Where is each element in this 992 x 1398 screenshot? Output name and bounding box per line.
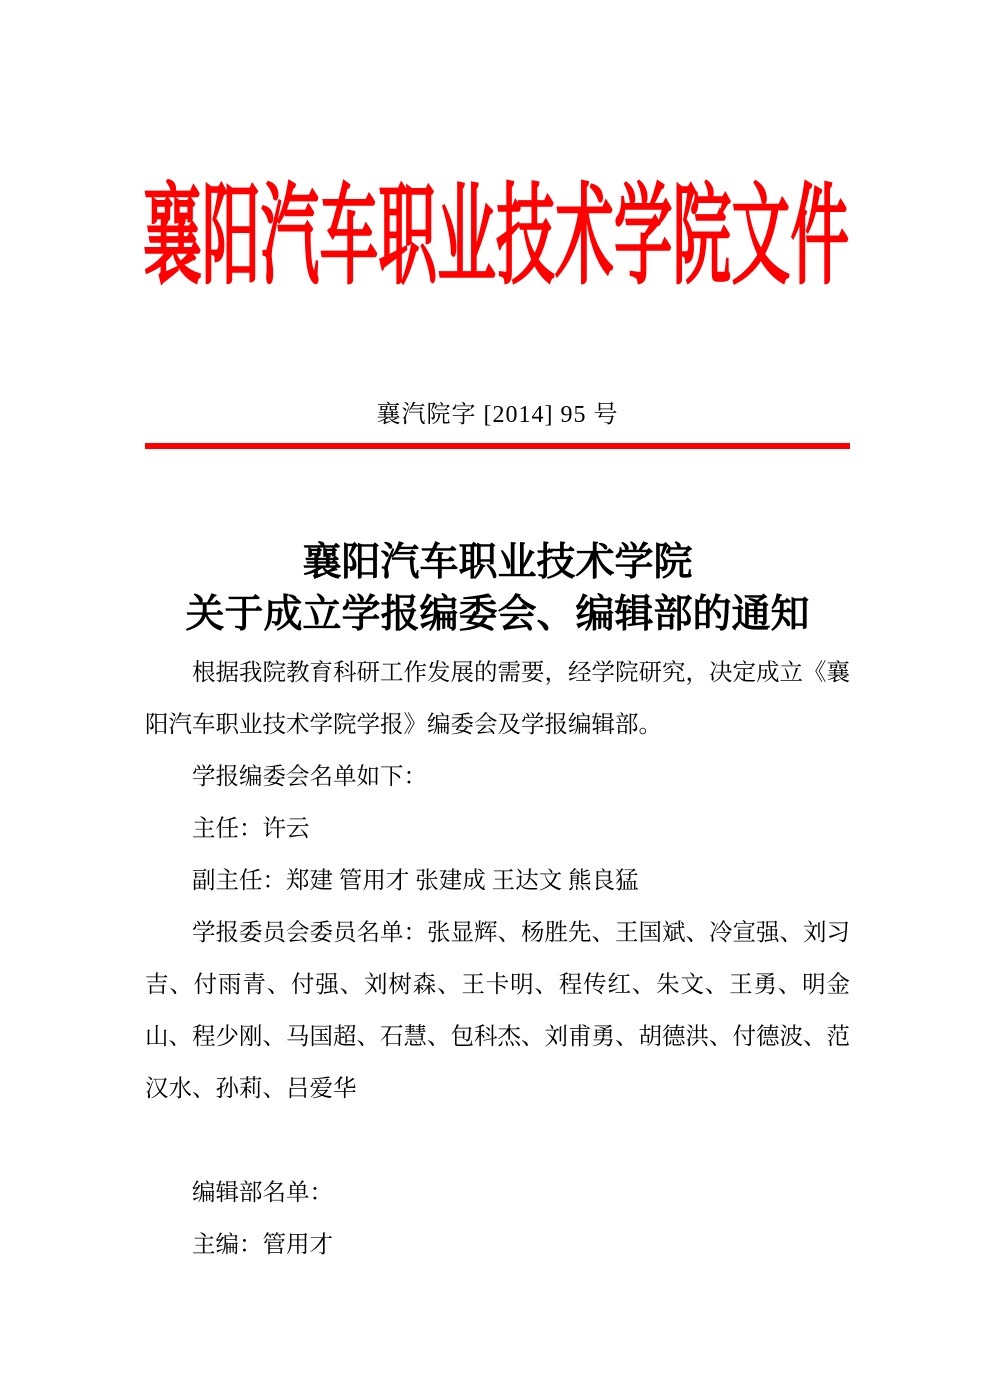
red-masthead-title: 襄阳汽车职业技术学院文件 (142, 176, 850, 298)
body-paragraph: 编辑部名单： (192, 1180, 333, 1206)
notice-title-line1: 襄阳汽车职业技术学院 (302, 541, 693, 584)
body-paragraph: 副主任：郑建 管用才 张建成 王达文 熊良猛 (192, 868, 639, 894)
body-paragraph: 学报编委会名单如下： (192, 764, 427, 790)
red-separator-line (145, 443, 850, 449)
document-content (142, 0, 850, 1271)
notice-body (145, 647, 850, 1271)
document-number: 襄汽院字 [2014] 95 号 (376, 402, 619, 428)
body-paragraph: 主任：许云 (192, 816, 310, 842)
body-paragraph: 主编：管用才 (192, 1232, 333, 1258)
notice-title-line2: 关于成立学报编委会、编辑部的通知 (185, 593, 810, 636)
body-paragraph: 学报委员会委员名单：张显辉、杨胜先、王国斌、冷宣强、刘习吉、付雨青、付强、刘树森、王卡明、程传红、朱文、王勇、明金山、程少刚、马国超、石慧、包科杰、刘甫勇、胡德洪、付德波、范汉水、孙莉、吕爱华 (145, 920, 850, 1102)
blank-line-spacer (145, 1115, 850, 1167)
notice-title (145, 537, 850, 641)
body-paragraph: 根据我院教育科研工作发展的需要，经学院研究，决定成立《襄阳汽车职业技术学院学报》编委会及学报编辑部。 (145, 660, 850, 738)
